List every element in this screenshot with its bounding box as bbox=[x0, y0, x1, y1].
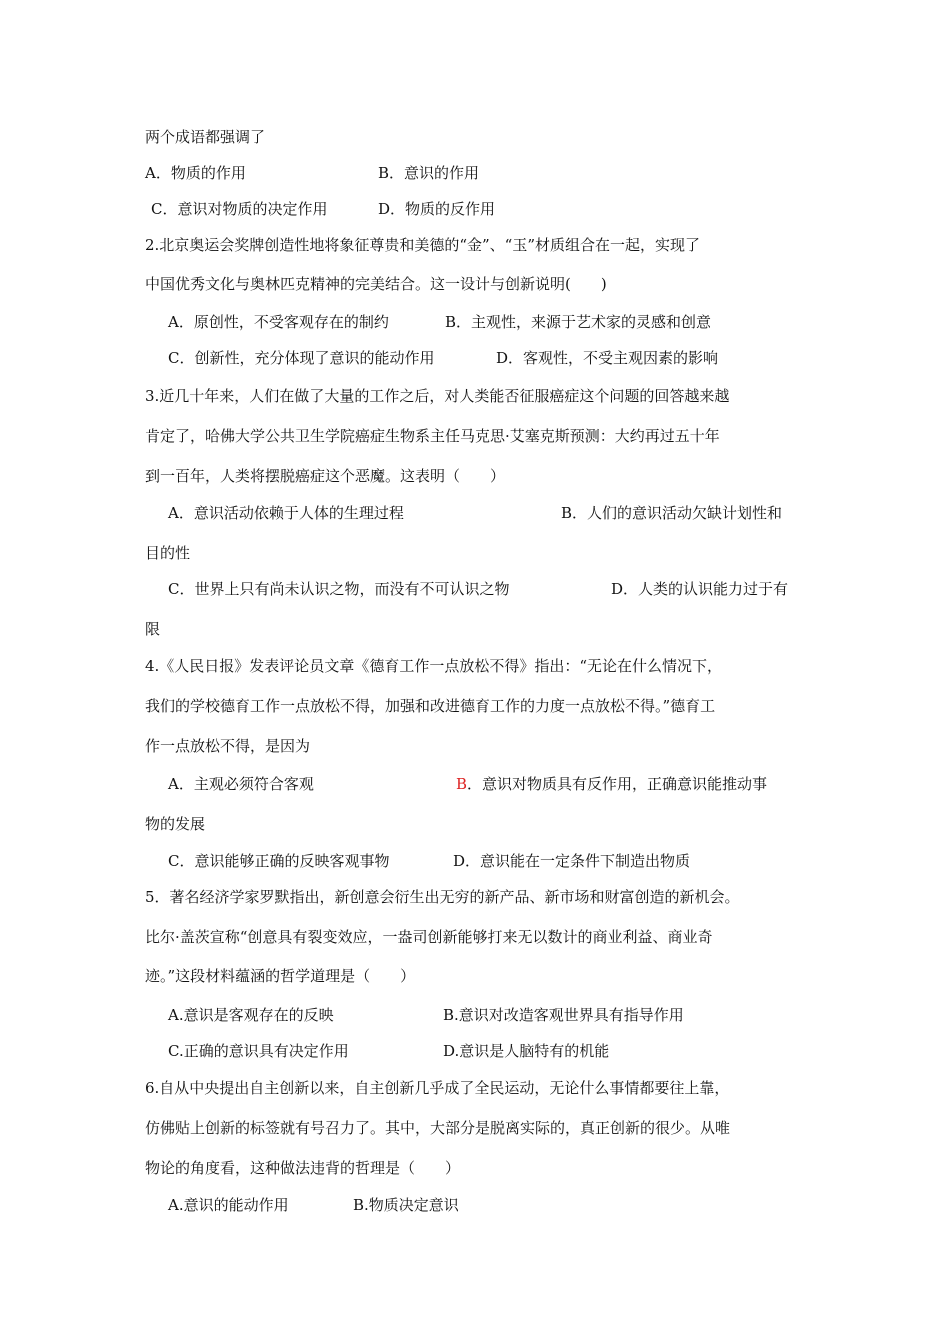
q3-option-d-continued: 限 bbox=[145, 620, 161, 638]
q2-stem-line2: 中国优秀文化与奥林匹克精神的完美结合。这一设计与创新说明( ) bbox=[145, 275, 607, 293]
q4-stem-line3: 作一点放松不得，是因为 bbox=[145, 737, 311, 755]
q3-stem-line3: 到一百年，人类将摆脱癌症这个恶魔。这表明（ ） bbox=[145, 467, 506, 485]
q5-stem-line1: 5．著名经济学家罗默指出，新创意会衍生出无穷的新产品、新市场和财富创造的新机会。 bbox=[145, 888, 740, 906]
q3-stem-line2: 肯定了，哈佛大学公共卫生学院癌症生物系主任马克思·艾塞克斯预测：大约再过五十年 bbox=[145, 427, 720, 445]
q1-option-b: B．意识的作用 bbox=[378, 164, 480, 182]
q1-option-c: C．意识对物质的决定作用 bbox=[151, 200, 328, 218]
q4-stem-line2: 我们的学校德育工作一点放松不得，加强和改进德育工作的力度一点放松不得。”德育工 bbox=[145, 697, 716, 715]
q4-option-c: C．意识能够正确的反映客观事物 bbox=[168, 852, 390, 870]
q5-option-c: C.正确的意识具有决定作用 bbox=[168, 1042, 349, 1060]
q5-option-b: B.意识对改造客观世界具有指导作用 bbox=[443, 1006, 684, 1024]
q6-stem-line3: 物论的角度看，这种做法违背的哲理是（ ） bbox=[145, 1159, 461, 1177]
q5-option-d: D.意识是人脑特有的机能 bbox=[443, 1042, 610, 1060]
q5-stem-line3: 迹。”这段材料蕴涵的哲学道理是（ ） bbox=[145, 967, 416, 985]
q3-stem-line1: 3.近几十年来，人们在做了大量的工作之后，对人类能否征服癌症这个问题的回答越来越 bbox=[145, 387, 730, 405]
q2-stem-line1: 2.北京奥运会奖牌创造性地将象征尊贵和美德的“金”、“玉”材质组合在一起，实现了 bbox=[145, 236, 700, 254]
q1-option-a: A．物质的作用 bbox=[145, 164, 246, 182]
q2-option-a: A．原创性，不受客观存在的制约 bbox=[168, 313, 389, 331]
q1-option-d: D．物质的反作用 bbox=[378, 200, 496, 218]
q4-option-b bbox=[456, 774, 767, 794]
q2-option-d: D．客观性，不受主观因素的影响 bbox=[496, 349, 719, 367]
q3-option-c: C．世界上只有尚未认识之物，而没有不可认识之物 bbox=[168, 580, 510, 598]
q4-stem-line1: 4.《人民日报》发表评论员文章《德育工作一点放松不得》指出：“无论在什么情况下， bbox=[145, 657, 722, 675]
q6-option-b: B.物质决定意识 bbox=[353, 1196, 459, 1214]
q4-option-b-text: ．意识对物质具有反作用，正确意识能推动事 bbox=[467, 775, 768, 793]
q4-option-a: A．主观必须符合客观 bbox=[168, 775, 314, 793]
q3-option-d: D．人类的认识能力过于有 bbox=[611, 580, 789, 598]
q4-option-b-letter: B bbox=[456, 775, 468, 793]
q3-option-b-continued: 目的性 bbox=[145, 544, 191, 562]
q4-option-d: D．意识能在一定条件下制造出物质 bbox=[453, 852, 691, 870]
q3-option-b: B．人们的意识活动欠缺计划性和 bbox=[561, 504, 783, 522]
q1-stem: 两个成语都强调了 bbox=[145, 128, 266, 146]
q2-option-b: B．主观性，来源于艺术家的灵感和创意 bbox=[445, 313, 712, 331]
q3-option-a: A．意识活动依赖于人体的生理过程 bbox=[168, 504, 404, 522]
q2-option-c: C．创新性，充分体现了意识的能动作用 bbox=[168, 349, 435, 367]
q5-option-a: A.意识是客观存在的反映 bbox=[168, 1006, 334, 1024]
q6-stem-line2: 仿佛贴上创新的标签就有号召力了。其中，大部分是脱离实际的，真正创新的很少。从唯 bbox=[145, 1119, 731, 1137]
q5-stem-line2: 比尔·盖茨宣称“创意具有裂变效应，一盎司创新能够打来无以数计的商业利益、商业奇 bbox=[145, 928, 713, 946]
q4-option-b-continued: 物的发展 bbox=[145, 815, 206, 833]
q6-option-a: A.意识的能动作用 bbox=[168, 1196, 289, 1214]
q6-stem-line1: 6.自从中央提出自主创新以来，自主创新几乎成了全民运动，无论什么事情都要往上靠， bbox=[145, 1079, 730, 1097]
